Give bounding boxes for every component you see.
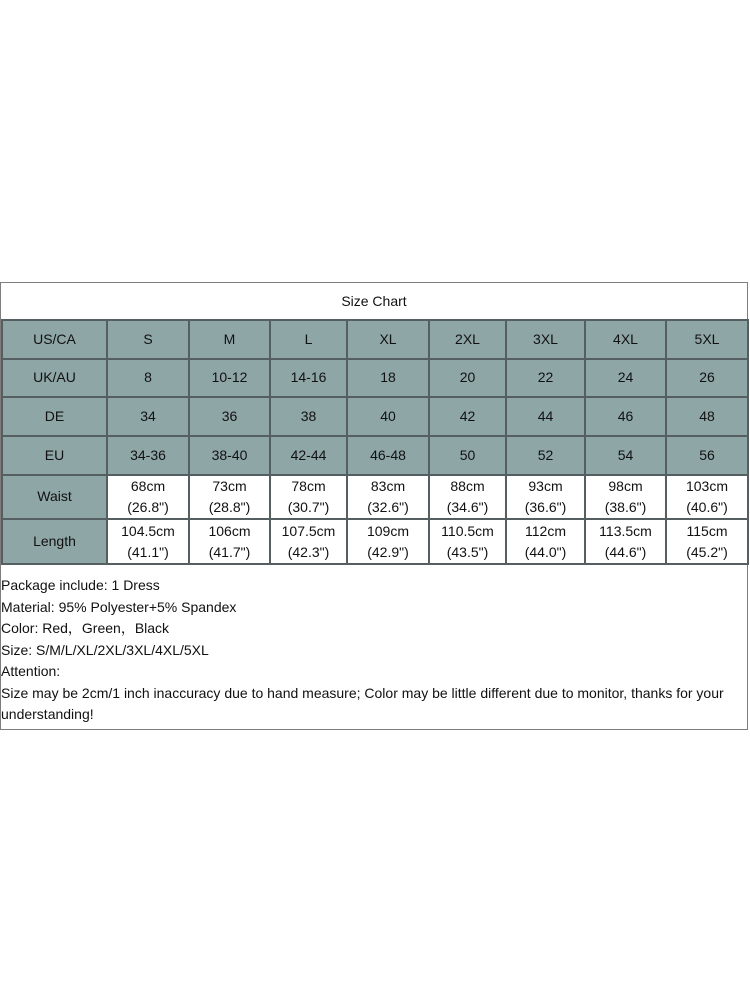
table-row (2, 436, 748, 475)
disclaimer-note: Size may be 2cm/1 inch inaccuracy due to hand measure; Color may be little different due to monitor, thanks for your understanding! (1, 684, 724, 722)
inch-value: (44.6") (604, 543, 647, 560)
package-note: Package include: 1 Dress (1, 577, 160, 593)
inch-value: (26.8") (127, 498, 169, 515)
cm-value: 104.5cm (121, 522, 175, 539)
cm-value: 88cm (450, 477, 485, 494)
table-cell (506, 475, 585, 520)
inch-value: (42.9") (367, 543, 409, 560)
table-cell: 18 (347, 359, 429, 398)
table-cell (666, 475, 748, 520)
cm-value: 113.5cm (599, 522, 652, 539)
table-row (2, 359, 748, 398)
table-cell: 46-48 (347, 436, 429, 475)
inch-value: (32.6") (367, 498, 409, 515)
row-label: Waist (2, 475, 107, 520)
material-note: Material: 95% Polyester+5% Spandex (1, 598, 237, 615)
table-cell: 50 (429, 436, 506, 475)
table-cell: S (107, 320, 189, 359)
table-cell (585, 475, 666, 520)
cm-value: 115cm (686, 522, 728, 539)
table-cell: 20 (429, 359, 506, 398)
table-cell (270, 519, 347, 564)
table-cell: 34 (107, 397, 189, 436)
cm-value: 73cm (212, 477, 247, 494)
cm-value: 83cm (370, 477, 406, 494)
inch-value: (41.7") (208, 543, 251, 560)
row-label: EU (2, 436, 107, 475)
product-notes (1, 575, 741, 726)
table-row (2, 397, 748, 436)
table-cell: 36 (189, 397, 270, 436)
table-cell: 40 (347, 397, 429, 436)
inch-value: (40.6") (686, 498, 728, 515)
color-note: Color: Red，Green，Black (1, 620, 170, 636)
table-cell: M (189, 320, 270, 359)
table-cell: XL (347, 320, 429, 359)
cm-value: 78cm (291, 477, 326, 494)
table-cell (107, 519, 189, 564)
row-label: Length (2, 519, 107, 564)
table-cell (107, 475, 189, 520)
table-cell: 54 (585, 436, 666, 475)
cm-value: 68cm (130, 477, 166, 494)
attention-note: Attention: (1, 663, 61, 679)
inch-value: (43.5") (446, 543, 489, 560)
inch-value: (36.6") (524, 498, 567, 515)
cm-value: 106cm (208, 522, 251, 539)
table-cell: 52 (506, 436, 585, 475)
table-row (2, 320, 748, 359)
table-cell (585, 519, 666, 564)
table-cell: 22 (506, 359, 585, 398)
table-cell: 42-44 (270, 436, 347, 475)
size-note: Size: S/M/L/XL/2XL/3XL/4XL/5XL (1, 641, 209, 658)
cm-value: 93cm (528, 477, 563, 494)
table-cell: 5XL (666, 320, 748, 359)
row-label: DE (2, 397, 107, 436)
inch-value: (34.6") (446, 498, 489, 515)
table-cell (347, 519, 429, 564)
table-cell (429, 475, 506, 520)
table-cell: 2XL (429, 320, 506, 359)
inch-value: (45.2") (686, 543, 728, 560)
size-table (1, 319, 749, 565)
table-cell: 56 (666, 436, 748, 475)
table-cell: 10-12 (189, 359, 270, 398)
table-cell: 48 (666, 397, 748, 436)
cm-value: 98cm (608, 477, 643, 494)
table-cell: 8 (107, 359, 189, 398)
table-cell: 14-16 (270, 359, 347, 398)
table-cell (189, 475, 270, 520)
cm-value: 109cm (366, 522, 410, 539)
table-cell: 46 (585, 397, 666, 436)
table-row (2, 475, 748, 520)
table-cell: 38-40 (189, 436, 270, 475)
size-chart (0, 282, 748, 730)
table-cell: 3XL (506, 320, 585, 359)
table-cell: 24 (585, 359, 666, 398)
inch-value: (38.6") (604, 498, 647, 515)
cm-value: 110.5cm (441, 522, 494, 539)
table-cell: 4XL (585, 320, 666, 359)
cm-value: 103cm (685, 477, 729, 494)
table-cell (189, 519, 270, 564)
table-cell: 26 (666, 359, 748, 398)
table-cell (270, 475, 347, 520)
inch-value: (30.7") (287, 498, 330, 515)
inch-value: (28.8") (208, 498, 251, 515)
table-cell: 44 (506, 397, 585, 436)
table-cell: 38 (270, 397, 347, 436)
table-cell: 34-36 (107, 436, 189, 475)
table-cell (347, 475, 429, 520)
table-cell (506, 519, 585, 564)
inch-value: (41.1") (127, 543, 169, 560)
row-label: UK/AU (2, 359, 107, 398)
table-cell: 42 (429, 397, 506, 436)
table-cell (666, 519, 748, 564)
inch-value: (42.3") (287, 543, 330, 560)
cm-value: 112cm (525, 522, 566, 539)
table-row (2, 519, 748, 564)
chart-title: Size Chart (1, 283, 747, 320)
table-cell (429, 519, 506, 564)
cm-value: 107.5cm (281, 522, 336, 539)
row-label: US/CA (2, 320, 107, 359)
table-cell: L (270, 320, 347, 359)
inch-value: (44.0") (524, 543, 567, 560)
